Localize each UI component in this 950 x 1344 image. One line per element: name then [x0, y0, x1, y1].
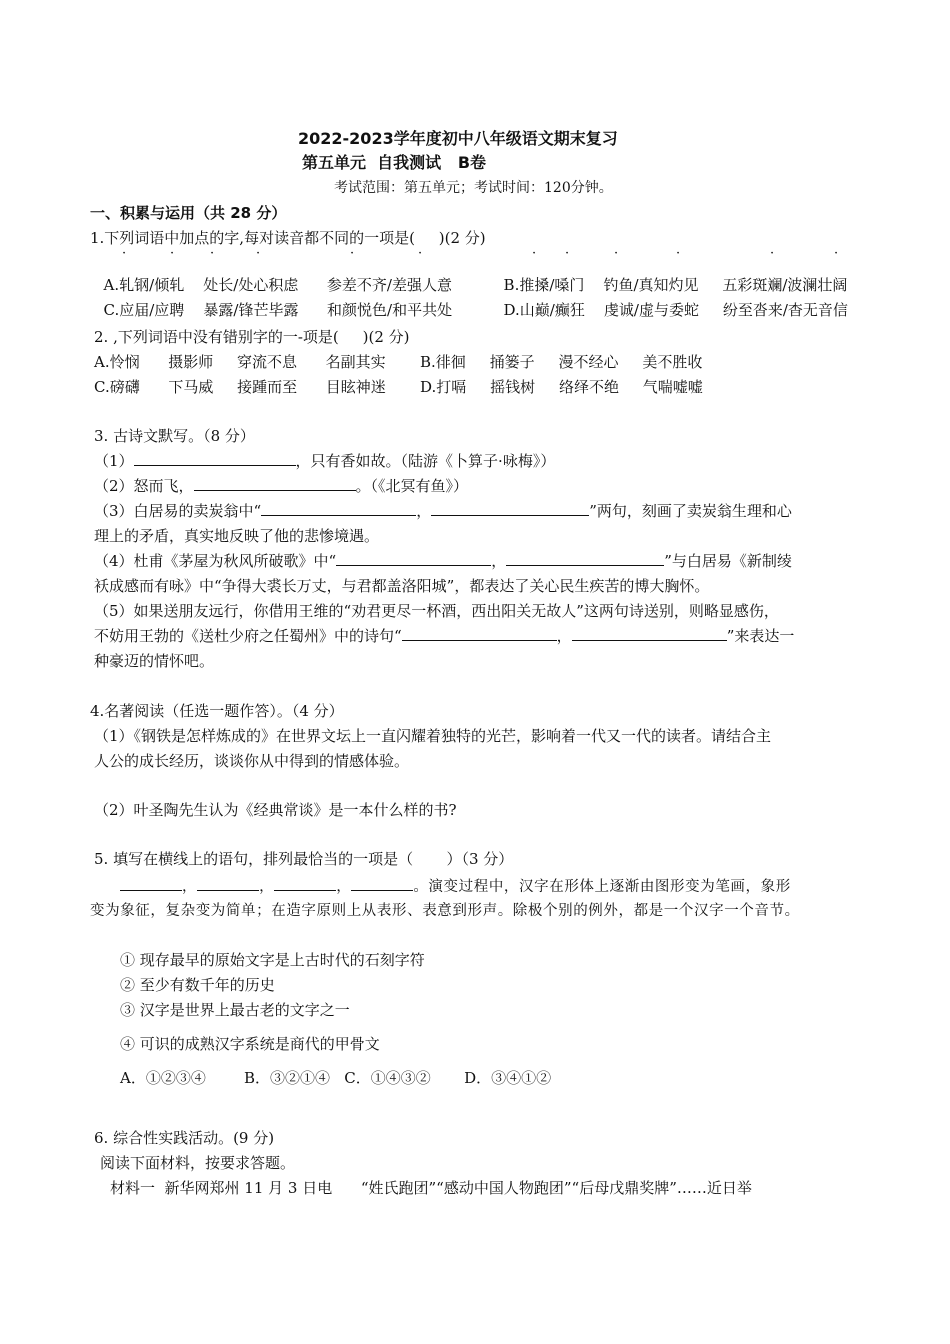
q1-option-d-text: D.山巅/癫狂 虔诚/虚与委蛇 纷至沓来/杳无音信	[503, 301, 848, 319]
question-6-stem: 6. 综合性实践活动。(9 分)	[94, 1129, 275, 1147]
emphasis-dot: ·	[122, 246, 127, 261]
question-3-item-4-cont: 袄成感而有咏》中“争得大裘长万丈，与君都盖洛阳城”，都表达了关心民生疾苦的博大胸怀。	[94, 577, 710, 595]
question-5-choices: A．①②③④ B．③②①④ C．①④③② D．③④①②	[120, 1069, 552, 1087]
question-4-item-1: （1）《钢铁是怎样炼成的》在世界文坛上一直闪耀着独特的光芒，影响着一代又一代的读者。请结合主	[94, 727, 772, 745]
section-heading: 一、积累与运用（共 28 分）	[90, 204, 287, 222]
answer-blank[interactable]	[197, 876, 259, 891]
page-title: 2022-2023学年度初中八年级语文期末复习	[298, 129, 618, 148]
question-3-item-2	[94, 476, 468, 496]
question-5-option-3: ③ 汉字是世界上最古老的文字之一	[120, 1001, 350, 1019]
question-5-passage-line-2: 变为象征，复杂变为简单；在造字原则上从表形、表意到形声。除极个别的例外，都是一个汉字一个音节。	[90, 903, 800, 919]
question-4-item-2: （2）叶圣陶先生认为《经典常谈》是一本什么样的书?	[94, 801, 457, 819]
emphasis-dot: ·	[170, 246, 175, 261]
q5-comma: ，	[336, 879, 352, 895]
emphasis-dot: ·	[676, 246, 681, 261]
q3-item-3-comma: ，	[416, 502, 432, 520]
q3-item-4-text: （4）杜甫《茅屋为秋风所破歌》中“	[94, 552, 337, 570]
question-3-item-5-cont	[94, 626, 794, 646]
question-6-instruction: 阅读下面材料，按要求答题。	[100, 1154, 296, 1172]
answer-blank[interactable]	[336, 551, 491, 566]
answer-blank[interactable]	[351, 876, 413, 891]
answer-blank[interactable]	[274, 876, 336, 891]
q3-item-1-number: （1）	[94, 452, 134, 470]
exam-scope: 考试范围：第五单元；考试时间：120分钟。	[334, 180, 613, 196]
question-3-item-5: （5）如果送朋友远行，你借用王维的“劝君更尽一杯酒，西出阳关无故人”这两句诗送别，则略显感伤，	[94, 602, 779, 620]
question-3-item-3	[94, 501, 792, 521]
question-4-item-1-cont: 人公的成长经历，谈谈你从中得到的情感体验。	[94, 752, 410, 770]
question-5-option-2: ② 至少有数千年的历史	[120, 976, 275, 994]
q1-option-a-text: A.轧钢/倾轧 处长/处心积虑 参差不齐/差强人意	[103, 276, 452, 294]
q5-passage-tail: 。演变过程中，汉字在形体上逐渐由图形变为笔画，象形	[413, 879, 791, 895]
answer-blank[interactable]	[402, 626, 557, 641]
q3-item-2-text: （2）怒而飞，	[94, 477, 194, 495]
question-2-option-d: D.打嗝 摇钱树 络绎不绝 气喘嘘嘘	[420, 378, 703, 396]
q3-item-3-text: （3）白居易的卖炭翁中“	[94, 502, 262, 520]
question-2-option-b: B.徘徊 捅篓子 漫不经心 美不胜收	[420, 353, 703, 371]
answer-blank[interactable]	[431, 501, 589, 516]
q3-item-5-comma: ，	[556, 627, 572, 645]
page-subtitle: 第五单元 自我测试 B卷	[302, 153, 487, 172]
q5-comma: ，	[259, 879, 275, 895]
emphasis-dot: ·	[565, 246, 570, 261]
question-3-item-3-cont: 理上的矛盾，真实地反映了他的悲惨境遇。	[94, 527, 380, 545]
question-5-option-4: ④ 可识的成熟汉字系统是商代的甲骨文	[120, 1035, 380, 1053]
emphasis-dot: ·	[532, 246, 537, 261]
question-2-option-c: C.磅礴 下马威 接踵而至 目眩神迷	[94, 378, 386, 396]
q3-item-5-tail: ”来表达一	[726, 627, 795, 645]
question-4-stem: 4.名著阅读（任选一题作答）。（4 分）	[90, 702, 344, 720]
question-1-stem: 1.下列词语中加点的字,每对读音都不同的一项是( )(2 分)	[90, 229, 486, 247]
answer-blank[interactable]	[120, 876, 182, 891]
answer-blank[interactable]	[194, 476, 356, 491]
emphasis-dot: ·	[834, 246, 839, 261]
q3-item-2-source: 。（《北冥有鱼》）	[355, 477, 469, 495]
q3-item-4-tail: ”与白居易《新制绫	[664, 552, 792, 570]
emphasis-dot: ·	[614, 246, 619, 261]
emphasis-dot: ·	[350, 246, 355, 261]
q3-item-4-comma: ，	[491, 552, 507, 570]
q1-option-b-text: B.推搡/嗓门 钓鱼/真知灼见 五彩斑斓/波澜壮阔	[503, 276, 848, 294]
emphasis-dot: ·	[770, 246, 775, 261]
question-2-option-a: A.怜悯 摄影师 穿流不息 名副其实	[94, 353, 386, 371]
question-3-stem: 3. 古诗文默写。（8 分）	[94, 427, 255, 445]
emphasis-dot: ·	[210, 246, 215, 261]
question-5-passage-line-1	[120, 876, 791, 897]
question-1-option-c	[94, 280, 452, 320]
q3-item-3-tail: ”两句，刻画了卖炭翁生理和心	[589, 502, 792, 520]
answer-blank[interactable]	[572, 626, 727, 641]
emphasis-dot: ·	[256, 246, 261, 261]
question-2-stem: 2. ,下列词语中没有错别字的一-项是( )(2 分)	[94, 328, 410, 346]
question-5-stem: 5. 填写在横线上的语句，排列最恰当的一项是（ ）（3 分）	[94, 850, 514, 868]
q1-option-c-text: C.应届/应聘 暴露/锋芒毕露 和颜悦色/和平共处	[103, 301, 453, 319]
q3-item-5-text: 不妨用王勃的《送杜少府之任蜀州》中的诗句“	[94, 627, 402, 645]
question-5-option-1: ① 现存最早的原始文字是上古时代的石刻字符	[120, 951, 425, 969]
q5-comma: ，	[182, 879, 198, 895]
question-1-option-d	[494, 280, 848, 320]
question-3-item-1	[94, 451, 555, 471]
answer-blank[interactable]	[506, 551, 664, 566]
question-3-item-4	[94, 551, 792, 571]
answer-blank[interactable]	[261, 501, 416, 516]
question-6-material: 材料一 新华网郑州 11 月 3 日电 “姓氏跑团”“感动中国人物跑团”“后母戊鼎奖牌”……近日举	[110, 1179, 752, 1197]
answer-blank[interactable]	[134, 451, 296, 466]
emphasis-dot: ·	[418, 246, 423, 261]
question-3-item-5-end: 种豪迈的情怀吧。	[94, 652, 215, 670]
q3-item-1-text: ，只有香如故。（陆游《卜算子·咏梅》）	[295, 452, 556, 470]
